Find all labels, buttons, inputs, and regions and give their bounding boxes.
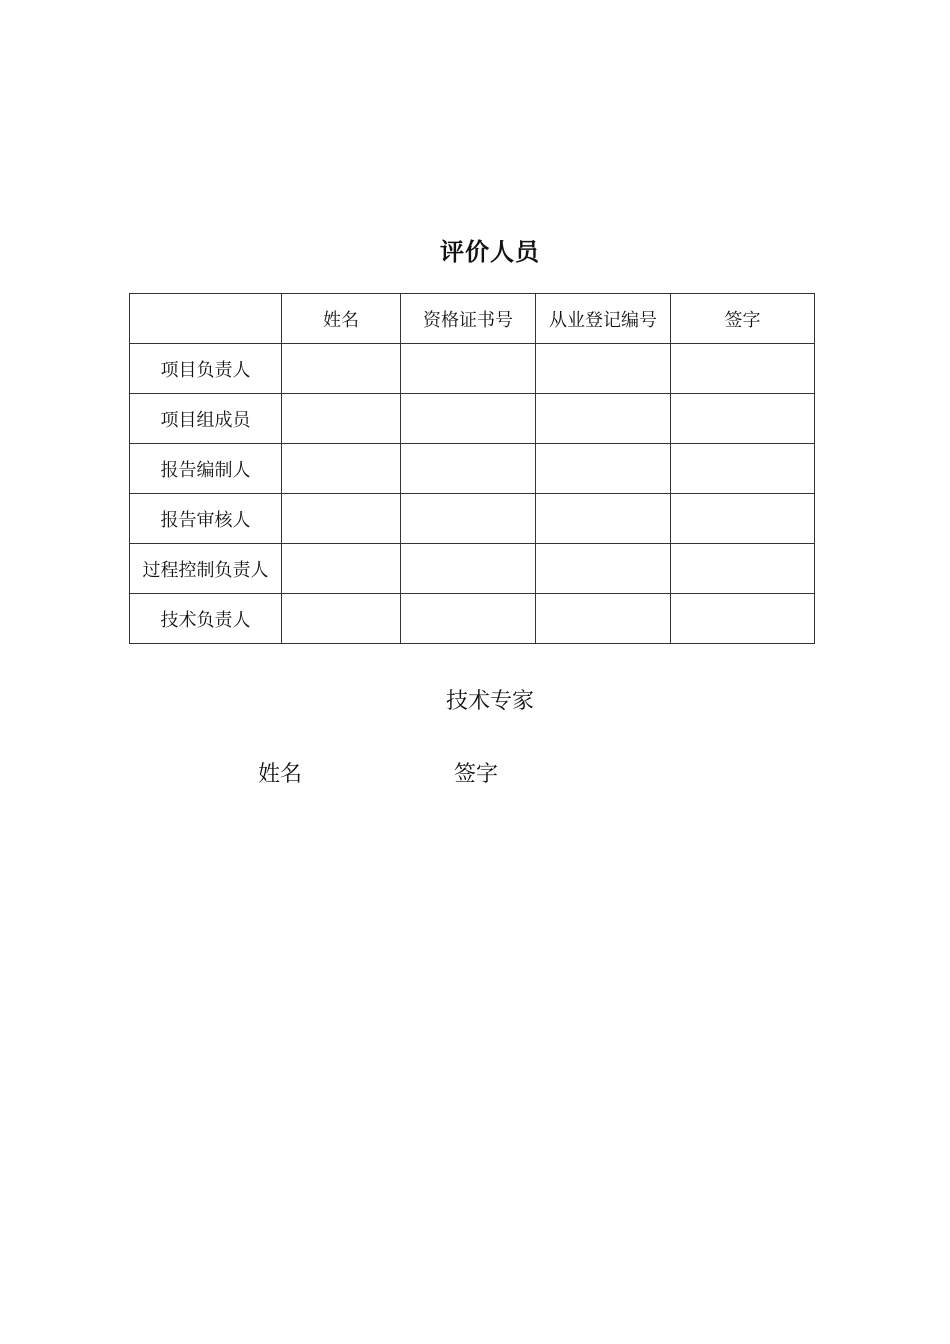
experts-section-title: 技术专家 [445, 689, 534, 714]
name-cell[interactable] [282, 344, 401, 394]
evaluation-staff-table [129, 293, 815, 644]
certificate-cell[interactable] [401, 444, 536, 494]
signature-cell[interactable] [671, 344, 815, 394]
signature-cell[interactable] [671, 444, 815, 494]
registration-cell[interactable] [536, 544, 671, 594]
table-header-row [130, 294, 815, 344]
certificate-cell[interactable] [401, 394, 536, 444]
registration-cell[interactable] [536, 344, 671, 394]
experts-signature-label: 签字 [454, 762, 499, 787]
page-title: 评价人员 [440, 238, 540, 266]
row-role-label: 项目组成员 [130, 394, 282, 444]
certificate-cell[interactable] [401, 544, 536, 594]
name-cell[interactable] [282, 494, 401, 544]
table-row [130, 594, 815, 644]
certificate-cell[interactable] [401, 344, 536, 394]
table-row [130, 394, 815, 444]
header-role [130, 294, 282, 344]
name-cell[interactable] [282, 394, 401, 444]
name-cell[interactable] [282, 444, 401, 494]
signature-cell[interactable] [671, 544, 815, 594]
name-cell[interactable] [282, 544, 401, 594]
table-row [130, 344, 815, 394]
header-name: 姓名 [282, 294, 401, 344]
signature-cell[interactable] [671, 394, 815, 444]
row-role-label: 项目负责人 [130, 344, 282, 394]
header-certificate-number: 资格证书号 [401, 294, 536, 344]
header-signature: 签字 [671, 294, 815, 344]
experts-name-label: 姓名 [258, 762, 303, 787]
name-cell[interactable] [282, 594, 401, 644]
signature-cell[interactable] [671, 494, 815, 544]
registration-cell[interactable] [536, 444, 671, 494]
table-row [130, 494, 815, 544]
header-registration-number: 从业登记编号 [536, 294, 671, 344]
registration-cell[interactable] [536, 394, 671, 444]
row-role-label: 过程控制负责人 [130, 544, 282, 594]
row-role-label: 报告审核人 [130, 494, 282, 544]
certificate-cell[interactable] [401, 494, 536, 544]
certificate-cell[interactable] [401, 594, 536, 644]
row-role-label: 报告编制人 [130, 444, 282, 494]
table-row [130, 544, 815, 594]
registration-cell[interactable] [536, 494, 671, 544]
row-role-label: 技术负责人 [130, 594, 282, 644]
signature-cell[interactable] [671, 594, 815, 644]
registration-cell[interactable] [536, 594, 671, 644]
table-row [130, 444, 815, 494]
